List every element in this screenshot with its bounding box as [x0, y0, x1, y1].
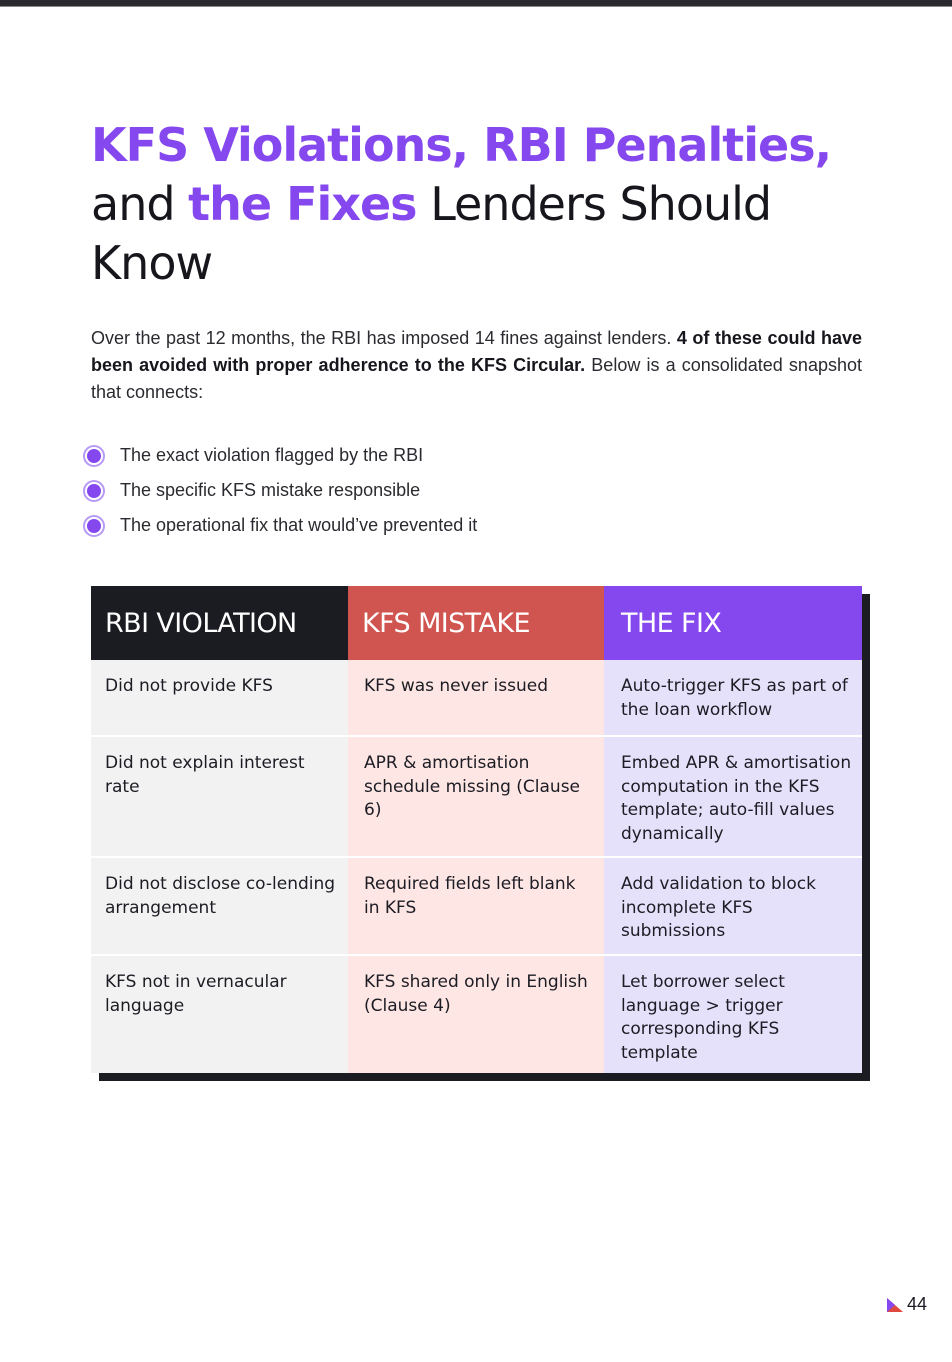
bullet-item [84, 508, 477, 543]
bullet-item [84, 473, 477, 508]
table-cell-mistake: KFS shared only in English (Clause 4) [348, 954, 604, 1073]
title-accent-fixes: the Fixes [188, 177, 417, 231]
table-cell-violation: Did not explain interest rate [91, 735, 348, 856]
table-cell-mistake: Required fields left blank in KFS [348, 856, 604, 954]
bullet-text: The exact violation flagged by the RBI [120, 445, 424, 465]
header-kfs-mistake: KFS MISTAKE [348, 586, 604, 660]
table-cell-fix: Add validation to block incomplete KFS submissions [604, 856, 862, 954]
page-footer [886, 1294, 927, 1315]
page-number: 44 [906, 1294, 927, 1314]
header-rbi-violation: RBI VIOLATION [91, 586, 348, 660]
kfs-violations-table [91, 586, 862, 1073]
page-title [91, 116, 891, 293]
bullet-item [84, 438, 477, 473]
table-cell-mistake: KFS was never issued [348, 660, 604, 735]
bullet-dot-icon [87, 449, 101, 463]
header-the-fix: THE FIX [604, 586, 862, 660]
table-cell-fix: Embed APR & amortisation computation in the KFS template; auto-fill values dynamically [604, 735, 862, 856]
bullet-dot-icon [87, 519, 101, 533]
table-cell-mistake: APR & amortisation schedule missing (Clause 6) [348, 735, 604, 856]
triangle-logo-icon [886, 1296, 904, 1314]
table-cell-fix: Let borrower select language > trigger corresponding KFS template [604, 954, 862, 1073]
intro-text-2: Below is a consolidated snapshot that connects: [91, 355, 862, 402]
bullet-text: The operational fix that would’ve prevented it [120, 515, 478, 535]
bullet-text: The specific KFS mistake responsible [120, 480, 421, 500]
intro-paragraph [91, 325, 862, 406]
bullet-list [84, 438, 477, 543]
table-cell-violation: Did not disclose co-lending arrangement [91, 856, 348, 954]
bullet-dot-icon [87, 484, 101, 498]
title-rest: Lenders Should Know [91, 177, 772, 290]
table-cell-violation: KFS not in vernacular language [91, 954, 348, 1073]
table-cell-fix: Auto-trigger KFS as part of the loan workflow [604, 660, 862, 735]
intro-bold: 4 of these could have been avoided with proper adherence to the KFS Circular. [91, 328, 862, 375]
top-border-bar [0, 0, 952, 7]
intro-text-1: Over the past 12 months, the RBI has imposed 14 fines against lenders. [91, 328, 672, 348]
table-cell-violation: Did not provide KFS [91, 660, 348, 735]
title-and: and [91, 177, 175, 231]
title-accent-violations: KFS Violations, RBI Penalties, [91, 118, 832, 172]
